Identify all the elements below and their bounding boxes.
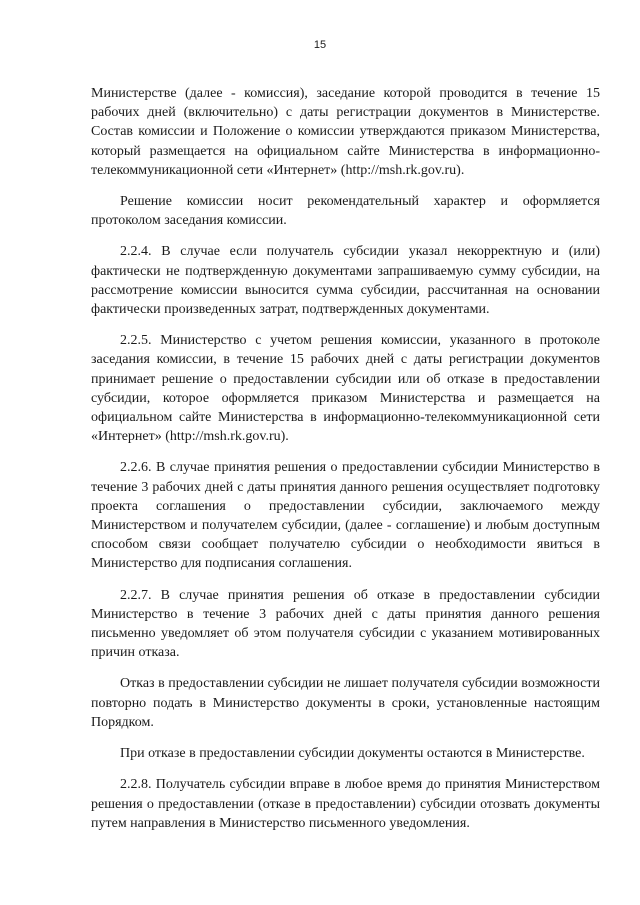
paragraph-2-2-7: 2.2.7. В случае принятия решения об отказе в предоставлении субсидии Министерство в течение 3 рабочих дней с даты принятия данного решения письменно уведомляет об этом получателя субсидии с указанием мотивированных причин отказа. — [91, 587, 600, 661]
page-number: 15 — [313, 39, 327, 51]
paragraph-2-2-6: 2.2.6. В случае принятия решения о предоставлении субсидии Министерство в течение 3 рабочих дней с даты принятия данного решения осуществляет подготовку проекта соглашения о предоставлении субсидии, заключаемого между Министерством и получателем субсидии, (далее - соглашение) и любым доступным способом связи сообщает получателю субсидии о необходимости явиться в Министерство для подписания соглашения. — [91, 460, 600, 572]
paragraph-commission-decision: Решение комиссии носит рекомендательный характер и оформляется протоколом заседания комиссии. — [91, 194, 600, 229]
paragraph-2-2-5: 2.2.5. Министерство с учетом решения комиссии, указанного в протоколе заседания комиссии, в течение 15 рабочих дней с даты регистрации документов принимает решение о предоставлении субсидии или об отказе в предоставлении субсидии, которое оформляется приказом Министерства и размещается на официальном сайте Министерства в информационно-телекоммуникационной сети «Интернет» (http://msh.rk.gov.ru). — [91, 333, 600, 445]
paragraph-refusal-resubmit: Отказ в предоставлении субсидии не лишает получателя субсидии возможности повторно подать в Министерство документы в сроки, установленные настоящим Порядком. — [91, 676, 600, 730]
paragraph-2-2-4: 2.2.4. В случае если получатель субсидии указал некорректную и (или) фактически не подтвержденную документами запрашиваемую сумму субсидии, на рассмотрение комиссии выносится сумма субсидии, рассчитанная на основании фактически произведенных затрат, подтвержденных документами. — [91, 244, 600, 318]
paragraph-2-2-8: 2.2.8. Получатель субсидии вправе в любое время до принятия Министерством решения о предоставлении (отказе в предоставлении) субсидии отозвать документы путем направления в Министерство письменного уведомления. — [91, 777, 600, 831]
paragraph-refusal-documents: При отказе в предоставлении субсидии документы остаются в Министерстве. — [120, 746, 585, 762]
document-body — [91, 84, 600, 845]
paragraph-commission-continuation: Министерстве (далее - комиссия), заседание которой проводится в течение 15 рабочих дней (включительно) с даты регистрации документов в Министерстве. Состав комиссии и Положение о комиссии утверждаются приказом Министерства, который размещается на официальном сайте Министерства в информационно-телекоммуникационной сети «Интернет» (http://msh.rk.gov.ru). — [91, 86, 600, 178]
